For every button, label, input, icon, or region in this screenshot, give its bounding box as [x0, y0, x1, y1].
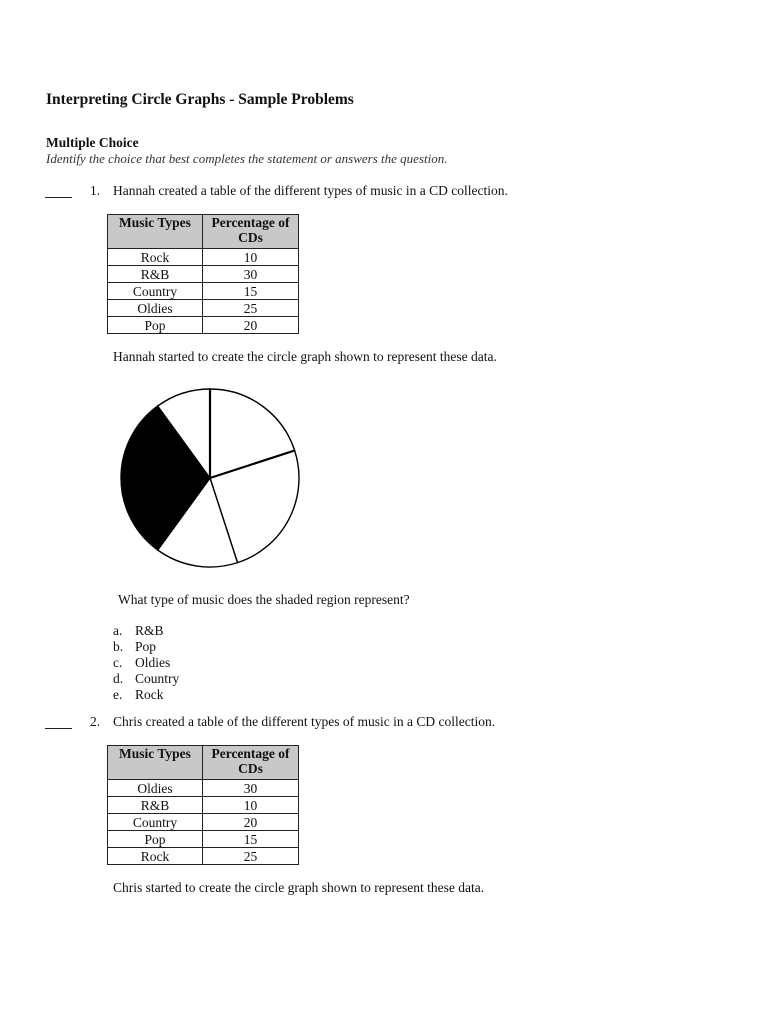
- answer-blank[interactable]: [45, 715, 72, 729]
- choice-e[interactable]: [113, 687, 179, 703]
- table-header: Percentage of CDs: [203, 215, 299, 249]
- choice-text: R&B: [135, 623, 164, 638]
- question-number: 2.: [90, 714, 101, 729]
- question-text: What type of music does the shaded region represent?: [118, 592, 410, 607]
- choice-letter: c.: [113, 655, 123, 670]
- table-row: [108, 780, 299, 797]
- table-row: [108, 848, 299, 865]
- table-row: [108, 814, 299, 831]
- table-cell: Rock: [108, 249, 203, 266]
- choice-letter: e.: [113, 687, 123, 702]
- table-cell: Oldies: [108, 300, 203, 317]
- graph-intro: Chris started to create the circle graph shown to represent these data.: [113, 880, 485, 895]
- table-cell: Rock: [108, 848, 203, 865]
- choice-letter: d.: [113, 671, 124, 686]
- table-header-row: [108, 746, 299, 780]
- graph-intro: Hannah started to create the circle graph shown to represent these data.: [113, 349, 497, 364]
- table-cell: R&B: [108, 266, 203, 283]
- question-prompt: Chris created a table of the different types of music in a CD collection.: [113, 714, 496, 729]
- table-header: Music Types: [108, 215, 203, 249]
- circle-graph: [110, 380, 310, 580]
- table-cell: 30: [203, 266, 299, 283]
- table-header: Music Types: [108, 746, 203, 780]
- table-cell: 25: [203, 300, 299, 317]
- choice-text: Oldies: [135, 655, 171, 670]
- choice-a[interactable]: [113, 623, 179, 639]
- choice-c[interactable]: [113, 655, 179, 671]
- table-cell: Pop: [108, 317, 203, 334]
- table-header-row: [108, 215, 299, 249]
- table-row: [108, 266, 299, 283]
- table-cell: Pop: [108, 831, 203, 848]
- choice-text: Country: [135, 671, 180, 686]
- table-cell: 20: [203, 814, 299, 831]
- question-number: 1.: [90, 183, 101, 198]
- choice-letter: a.: [113, 623, 123, 638]
- table-cell: R&B: [108, 797, 203, 814]
- music-table: [107, 214, 299, 334]
- section-heading: Multiple Choice: [46, 135, 139, 150]
- table-row: [108, 249, 299, 266]
- choice-list: [113, 623, 179, 703]
- answer-blank[interactable]: [45, 184, 72, 198]
- table-row: [108, 283, 299, 300]
- choice-letter: b.: [113, 639, 124, 654]
- table-row: [108, 831, 299, 848]
- page-title: Interpreting Circle Graphs - Sample Problems: [46, 91, 354, 108]
- table-cell: 30: [203, 780, 299, 797]
- choice-d[interactable]: [113, 671, 179, 687]
- table-row: [108, 797, 299, 814]
- table-header: Percentage of CDs: [203, 746, 299, 780]
- section-instructions: Identify the choice that best completes the statement or answers the question.: [46, 151, 448, 166]
- table-cell: 15: [203, 283, 299, 300]
- choice-b[interactable]: [113, 639, 179, 655]
- choice-text: Rock: [135, 687, 164, 702]
- table-row: [108, 300, 299, 317]
- table-row: [108, 317, 299, 334]
- table-cell: 15: [203, 831, 299, 848]
- table-cell: 10: [203, 797, 299, 814]
- table-cell: Country: [108, 283, 203, 300]
- music-table: [107, 745, 299, 865]
- table-cell: 20: [203, 317, 299, 334]
- table-cell: 25: [203, 848, 299, 865]
- choice-text: Pop: [135, 639, 157, 654]
- question-prompt: Hannah created a table of the different types of music in a CD collection.: [113, 183, 508, 198]
- table-cell: Oldies: [108, 780, 203, 797]
- table-cell: Country: [108, 814, 203, 831]
- table-cell: 10: [203, 249, 299, 266]
